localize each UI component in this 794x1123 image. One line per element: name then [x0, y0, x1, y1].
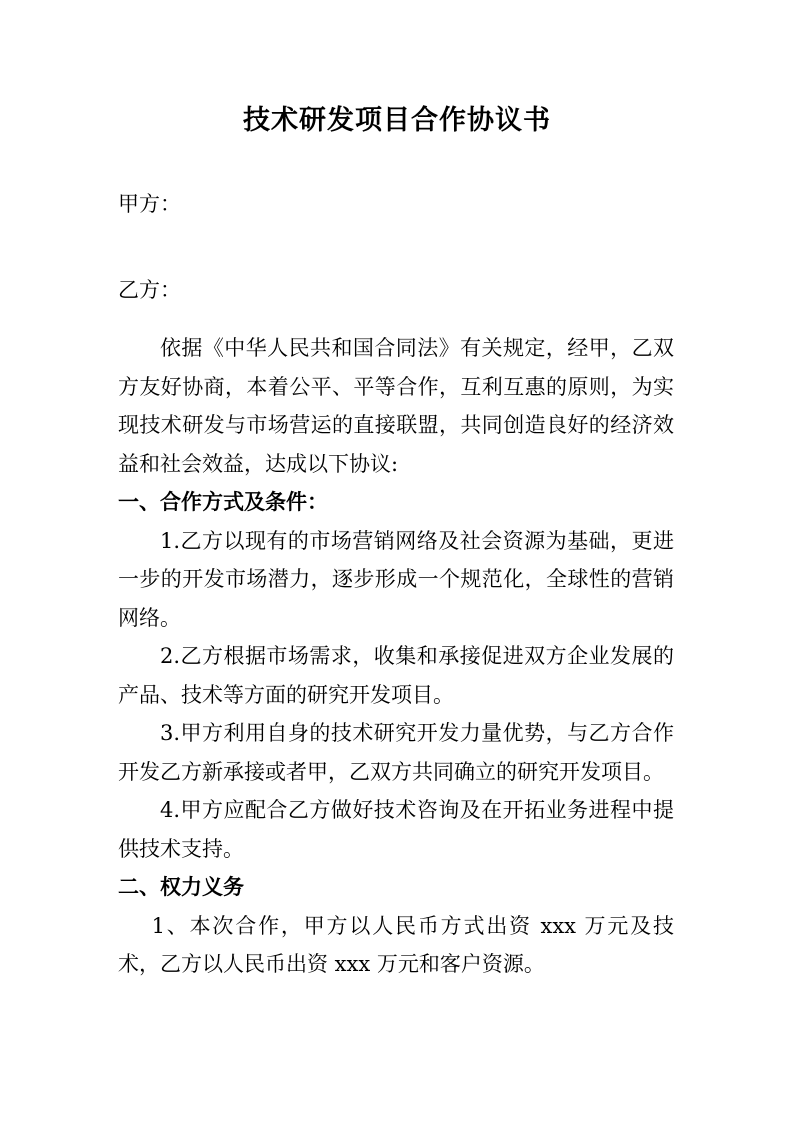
- section1-heading: 一、合作方式及条件：: [118, 489, 328, 514]
- section1-item-4: 4.甲方应配合乙方做好技术咨询及在开拓业务进程中提供技术支持。: [118, 798, 674, 861]
- section1-item-3: 3.甲方利用自身的技术研究开发力量优势，与乙方合作开发乙方新承接或者甲，乙双方共同确立的研究开发项目。: [118, 721, 674, 784]
- section2-heading: 二、权力义务: [118, 874, 244, 899]
- document-title: 技术研发项目合作协议书: [243, 105, 551, 136]
- section1-item-2: 2.乙方根据市场需求，收集和承接促进双方企业发展的产品、技术等方面的研究开发项目。: [118, 644, 674, 707]
- section1-item-1: 1.乙方以现有的市场营销网络及社会资源为基础，更进一步的开发市场潜力，逐步形成一个规范化，全球性的营销网络。: [118, 528, 674, 630]
- party-b-label: 乙方：: [118, 278, 181, 302]
- intro-paragraph: 依据《中华人民共和国合同法》有关规定，经甲，乙双方友好协商，本着公平、平等合作，互利互惠的原则，为实现技术研发与市场营运的直接联盟，共同创造良好的经济效益和社会效益，达成以下协议:: [118, 336, 674, 476]
- document-body: [118, 329, 674, 984]
- section2-item-1: 1、本次合作，甲方以人民币方式出资 xxx 万元及技术，乙方以人民币出资 xxx 万元和客户资源。: [118, 913, 674, 976]
- party-a-label: 甲方：: [118, 192, 181, 216]
